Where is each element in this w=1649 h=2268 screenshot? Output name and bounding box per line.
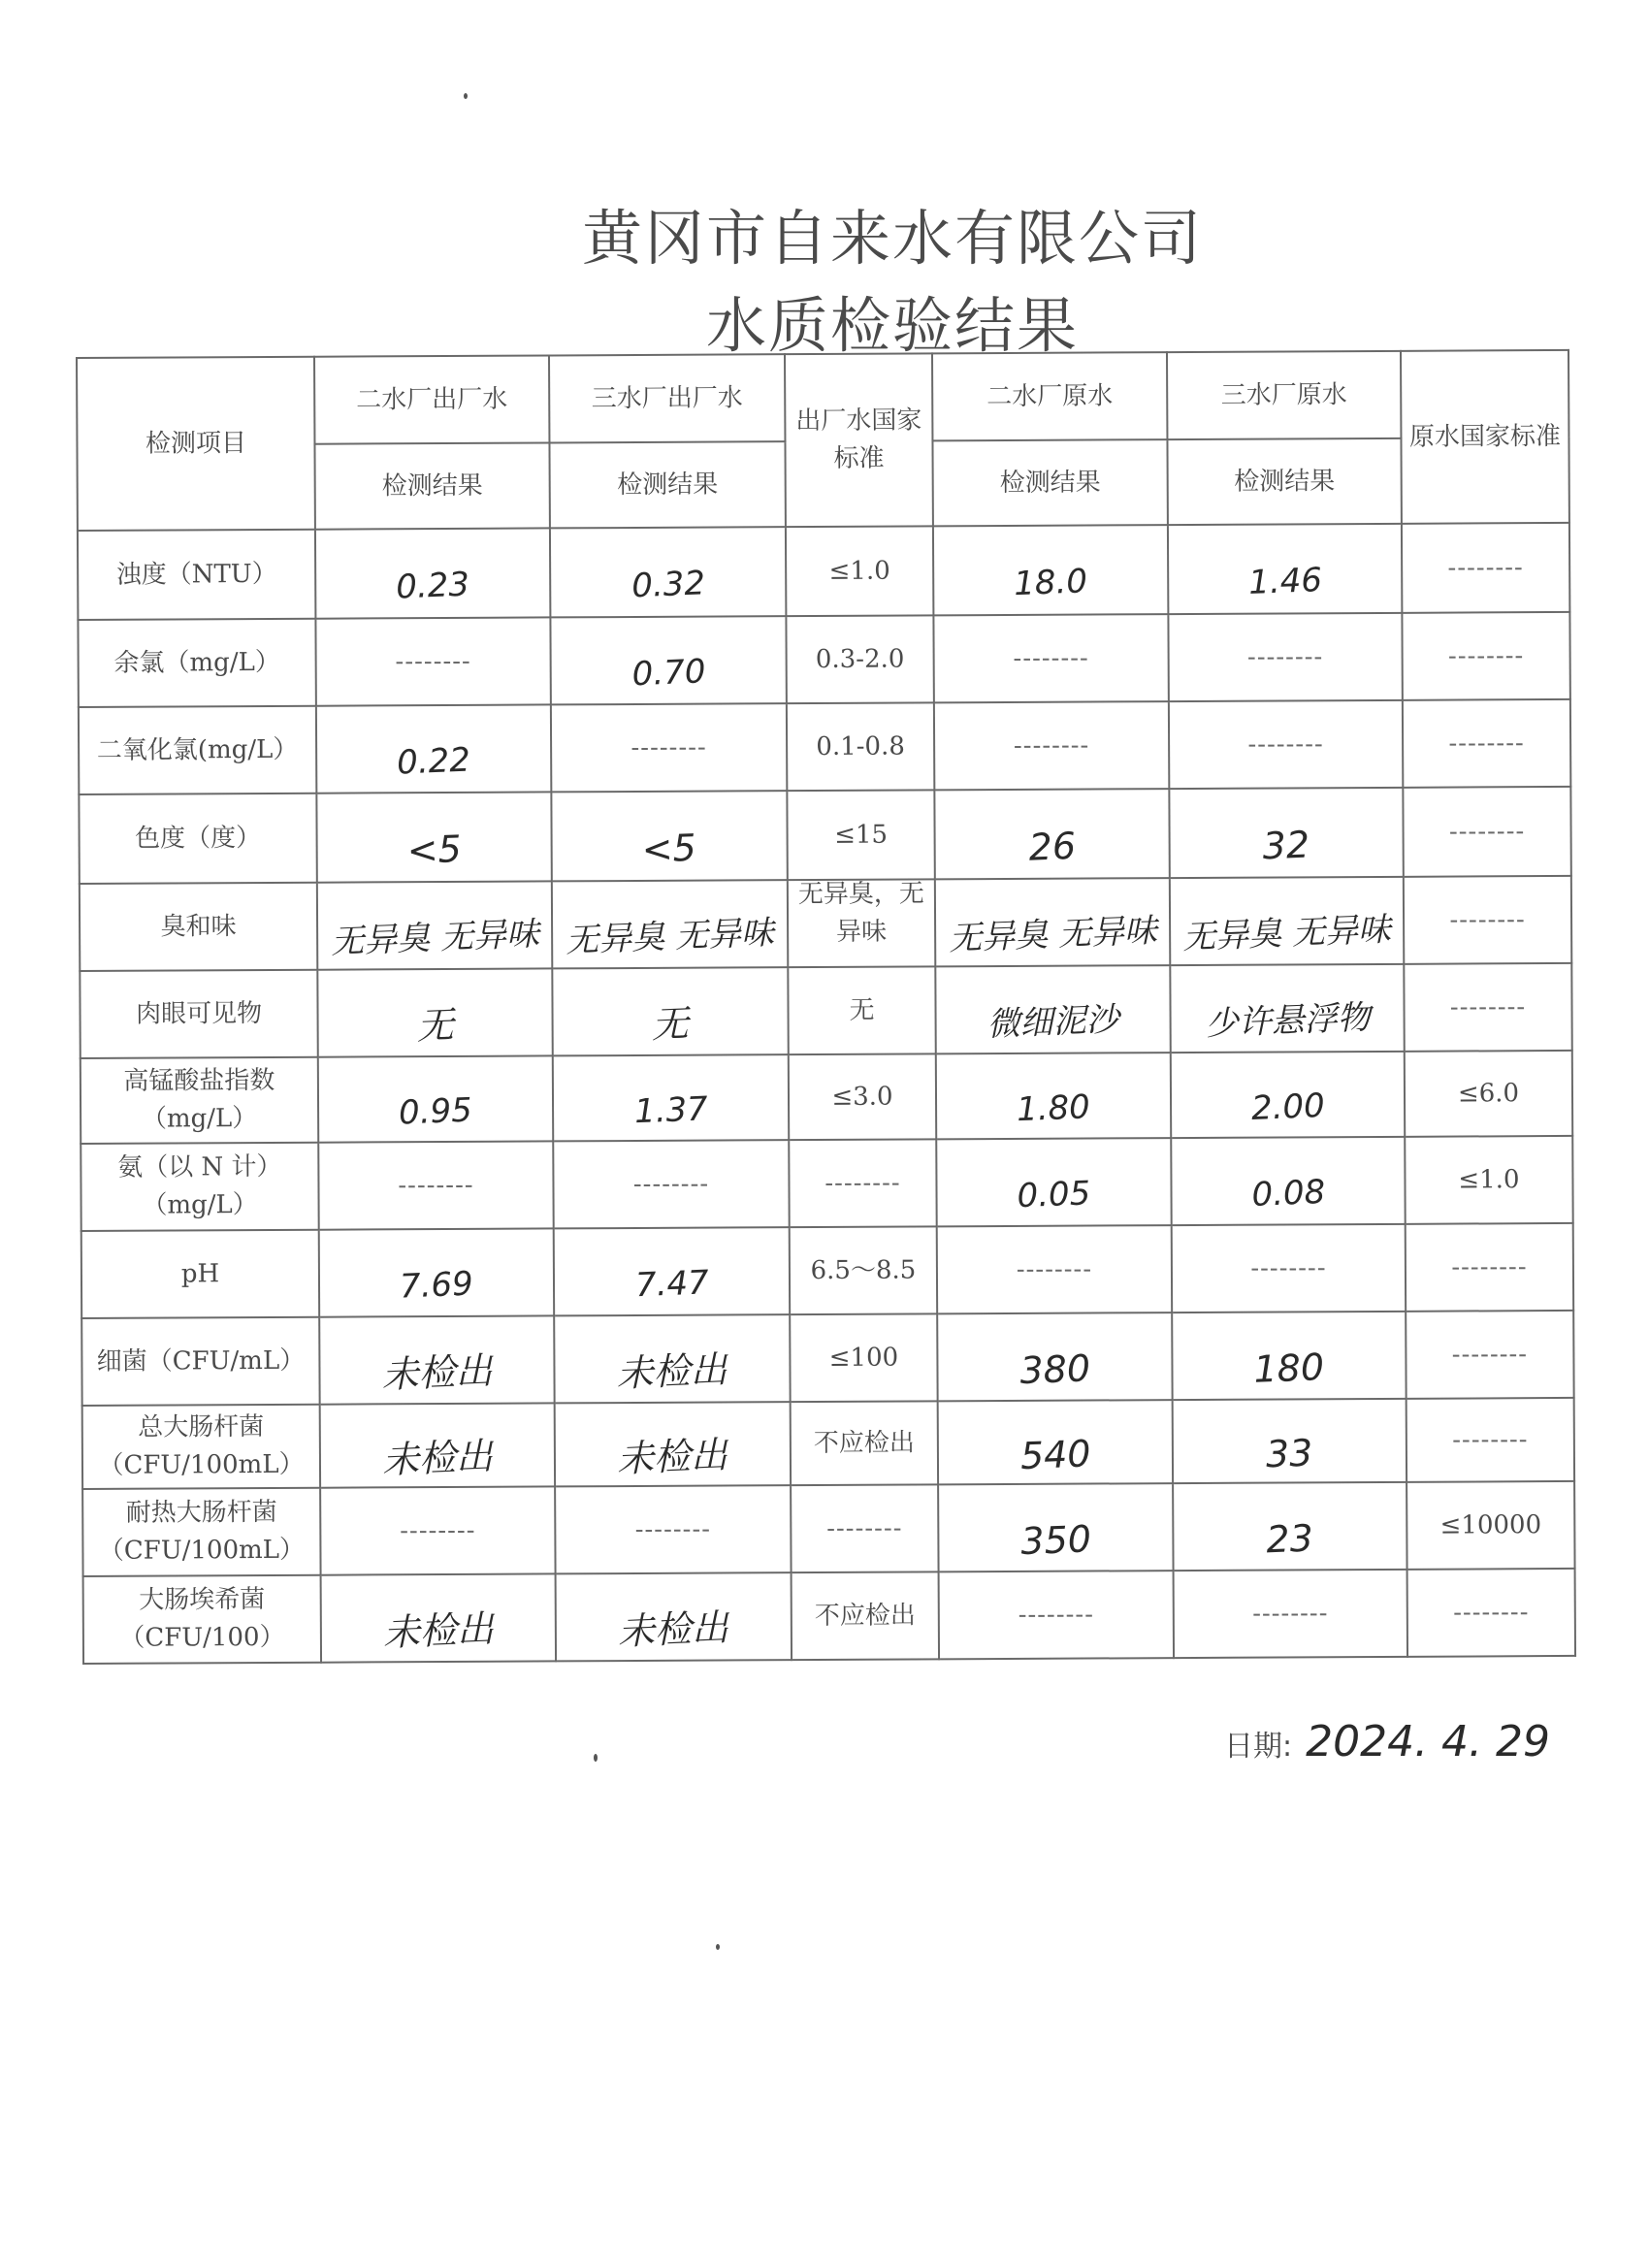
cell-p3raw	[1169, 700, 1403, 789]
standard-value: 0.3-2.0	[815, 644, 905, 674]
cell-p2raw	[937, 1225, 1172, 1313]
cell-item	[82, 1405, 320, 1489]
cell-p3raw	[1168, 524, 1402, 614]
cell-p3raw	[1173, 1399, 1406, 1483]
handwritten-value: 0.05	[1016, 1173, 1092, 1215]
company-title: 黄冈市自来水有限公司	[581, 203, 1203, 274]
table-row	[80, 963, 1571, 1058]
table-row	[79, 699, 1570, 794]
cell-p3raw	[1174, 1570, 1407, 1658]
handwritten-value: 0.23	[395, 565, 470, 607]
empty-dash: --------	[632, 1169, 710, 1199]
cell-item	[80, 883, 317, 971]
handwritten-value: 0.32	[630, 563, 706, 605]
handwritten-value: 7.69	[399, 1264, 474, 1307]
handwritten-value: 0.95	[398, 1090, 473, 1133]
scan-speck	[594, 1754, 598, 1762]
item-label: 浊度（NTU）	[115, 559, 277, 590]
cell-out-std	[791, 1484, 938, 1572]
cell-p3raw	[1171, 1137, 1405, 1225]
date-value: 2024. 4. 29	[1306, 1717, 1551, 1766]
standard-value: ≤1.0	[1458, 1164, 1520, 1195]
handwritten-value: 18.0	[1013, 561, 1088, 603]
handwritten-value: 无异臭 无异味	[565, 913, 775, 960]
cell-raw-std	[1402, 523, 1569, 613]
cell-p2raw	[934, 789, 1169, 879]
header-out-std: 出厂水国家标准	[785, 353, 933, 527]
cell-p3raw	[1168, 613, 1402, 701]
table-row	[82, 1398, 1574, 1489]
empty-dash: --------	[1250, 1252, 1327, 1283]
handwritten-value: 未检出	[617, 1605, 730, 1653]
empty-dash: --------	[824, 1168, 901, 1198]
cell-out-std	[787, 790, 934, 880]
cell-item	[81, 1143, 318, 1231]
handwritten-value: 未检出	[616, 1433, 729, 1480]
handwritten-value: 0.08	[1250, 1172, 1326, 1215]
date-line	[1224, 1717, 1550, 1766]
empty-dash: --------	[634, 1514, 712, 1544]
cell-item	[80, 970, 317, 1058]
cell-p3out	[550, 527, 786, 617]
empty-dash: --------	[400, 1515, 476, 1545]
handwritten-value: 1.37	[632, 1088, 709, 1131]
header-item: 检测项目	[77, 357, 315, 531]
cell-p2raw	[935, 878, 1170, 966]
empty-dash: --------	[1447, 640, 1525, 671]
cell-item	[83, 1575, 321, 1664]
handwritten-value: 1.80	[1016, 1086, 1091, 1129]
scan-speck	[716, 1944, 720, 1950]
standard-value: ≤15	[834, 820, 889, 850]
standard-value: 0.1-0.8	[816, 731, 905, 761]
cell-p2raw	[939, 1571, 1174, 1659]
header-plant3-raw: 三水厂原水	[1167, 351, 1401, 439]
empty-dash: --------	[1449, 991, 1527, 1022]
header-plant2-out: 二水厂出厂水	[314, 355, 549, 443]
standard-value: 无异臭，无异味	[797, 879, 924, 947]
cell-out-std	[789, 1139, 936, 1227]
cell-raw-std	[1406, 1481, 1574, 1570]
cell-p2out	[315, 528, 550, 618]
empty-dash: --------	[1013, 643, 1089, 673]
table-row	[80, 876, 1571, 971]
handwritten-value: 23	[1265, 1516, 1314, 1561]
cell-raw-std	[1403, 699, 1570, 788]
handwritten-value: 未检出	[382, 1606, 495, 1654]
handwritten-value: 180	[1252, 1345, 1326, 1391]
table-row	[78, 523, 1569, 620]
cell-p2raw	[933, 525, 1168, 615]
handwritten-value: 无异臭 无异味	[329, 914, 540, 961]
cell-p2out	[320, 1403, 555, 1487]
report-title: 水质检验结果	[705, 290, 1079, 361]
cell-p2out	[317, 881, 552, 969]
empty-dash: --------	[1016, 1254, 1093, 1284]
header-result: 检测结果	[314, 442, 549, 529]
scan-speck	[464, 93, 468, 99]
cell-raw-std	[1407, 1569, 1575, 1657]
cell-p3raw	[1169, 788, 1403, 878]
item-label: 细菌（CFU/mL）	[96, 1345, 306, 1377]
cell-p3out	[556, 1572, 792, 1661]
cell-out-std	[788, 966, 935, 1054]
empty-dash: --------	[1247, 729, 1324, 760]
table-row	[81, 1136, 1572, 1231]
cell-p2out	[318, 1141, 553, 1229]
cell-p2raw	[936, 1138, 1171, 1226]
cell-p3out	[554, 1314, 790, 1403]
cell-item	[79, 794, 316, 884]
item-label: 总大肠杆菌（CFU/100mL）	[98, 1411, 305, 1480]
item-label: 大肠埃希菌（CFU/100）	[119, 1584, 285, 1653]
cell-p2out	[315, 617, 550, 705]
cell-p3out	[552, 967, 788, 1055]
handwritten-value: 32	[1262, 823, 1311, 867]
table-row	[83, 1569, 1575, 1664]
empty-dash: --------	[1451, 1251, 1528, 1282]
cell-raw-std	[1405, 1136, 1572, 1224]
cell-p2out	[320, 1486, 555, 1574]
cell-p3raw	[1173, 1482, 1406, 1571]
header-raw-std: 原水国家标准	[1401, 350, 1569, 524]
handwritten-value: 未检出	[380, 1348, 494, 1396]
header-result: 检测结果	[549, 441, 785, 528]
handwritten-value: <5	[405, 826, 463, 872]
cell-out-std	[786, 526, 933, 616]
cell-p3out	[550, 616, 786, 704]
cell-p3out	[555, 1485, 791, 1573]
table-row	[81, 1051, 1572, 1144]
handwritten-value: 0.22	[396, 740, 471, 783]
standard-value: ≤3.0	[831, 1082, 893, 1112]
empty-dash: --------	[1252, 1598, 1329, 1629]
cell-item	[79, 706, 316, 794]
cell-p2raw	[935, 965, 1170, 1053]
cell-p2out	[319, 1228, 554, 1316]
empty-dash: --------	[1449, 904, 1526, 935]
standard-value: ≤10000	[1439, 1509, 1542, 1540]
item-label: 臭和味	[160, 911, 237, 942]
empty-dash: --------	[826, 1513, 903, 1543]
cell-p2out	[317, 968, 552, 1056]
item-label: 高锰酸盐指数（mg/L）	[123, 1065, 275, 1134]
handwritten-value: 无	[651, 1001, 690, 1047]
empty-dash: --------	[1013, 730, 1090, 761]
cell-raw-std	[1406, 1398, 1574, 1482]
empty-dash: --------	[1452, 1424, 1529, 1455]
handwritten-value: 无异臭 无异味	[1181, 909, 1392, 957]
cell-item	[81, 1230, 319, 1318]
cell-p3raw	[1171, 1052, 1405, 1138]
empty-dash: --------	[1448, 816, 1526, 847]
cell-out-std	[787, 702, 934, 791]
item-label: 余氯（mg/L）	[113, 647, 280, 678]
handwritten-value: 7.47	[633, 1262, 710, 1305]
cell-p2out	[321, 1573, 556, 1662]
cell-p3out	[553, 1140, 789, 1228]
handwritten-value: 26	[1027, 824, 1077, 869]
cell-p3raw	[1170, 877, 1404, 965]
cell-p2raw	[933, 614, 1168, 702]
cell-p2raw	[938, 1483, 1173, 1571]
handwritten-value: 1.46	[1247, 560, 1323, 602]
handwritten-value: 540	[1018, 1431, 1092, 1477]
cell-item	[78, 619, 315, 707]
item-label: 肉眼可见物	[135, 998, 263, 1029]
handwritten-value: 无异臭 无异味	[947, 910, 1158, 958]
empty-dash: --------	[398, 1170, 474, 1200]
cell-p3out	[554, 1227, 790, 1315]
cell-p3out	[552, 880, 788, 968]
standard-value: ≤100	[828, 1343, 899, 1373]
cell-p3out	[555, 1402, 791, 1486]
cell-raw-std	[1406, 1223, 1573, 1312]
empty-dash: --------	[1448, 728, 1525, 759]
empty-dash: --------	[1453, 1597, 1530, 1628]
table-row	[78, 612, 1569, 707]
cell-p3raw	[1170, 964, 1404, 1053]
cell-p2raw	[938, 1400, 1173, 1484]
empty-dash: --------	[395, 646, 471, 676]
empty-dash: --------	[1451, 1339, 1529, 1370]
item-label: 色度（度）	[135, 823, 262, 854]
handwritten-value: 350	[1019, 1516, 1092, 1563]
results-table	[76, 349, 1576, 1665]
empty-dash: --------	[1447, 552, 1524, 583]
header-result: 检测结果	[932, 439, 1167, 526]
cell-p2raw	[937, 1312, 1172, 1401]
cell-p3out	[551, 703, 787, 792]
handwritten-value: 微细泥沙	[986, 999, 1120, 1044]
table-row	[81, 1223, 1573, 1318]
handwritten-value: 无	[415, 1002, 455, 1048]
cell-raw-std	[1403, 787, 1570, 877]
cell-out-std	[788, 879, 935, 967]
cell-out-std	[789, 1053, 936, 1140]
cell-item	[81, 1317, 319, 1406]
cell-raw-std	[1405, 1051, 1572, 1137]
cell-p3out	[551, 791, 787, 881]
standard-value: 不应检出	[813, 1427, 915, 1458]
date-label: 日期:	[1224, 1730, 1293, 1764]
item-label: 耐热大肠杆菌（CFU/100mL）	[98, 1497, 306, 1566]
cell-out-std	[790, 1313, 937, 1402]
cell-p2raw	[934, 701, 1169, 790]
cell-raw-std	[1404, 876, 1571, 964]
results-body	[78, 523, 1575, 1664]
handwritten-value: 380	[1018, 1345, 1091, 1392]
cell-out-std	[786, 615, 933, 703]
standard-value: 6.5～8.5	[810, 1254, 917, 1285]
cell-out-std	[792, 1571, 939, 1660]
standard-value: 无	[849, 995, 875, 1025]
table-row	[82, 1481, 1574, 1576]
handwritten-value: 少许悬浮物	[1204, 997, 1371, 1044]
standard-value: 不应检出	[814, 1600, 916, 1631]
cell-p3raw	[1172, 1224, 1406, 1312]
table-row	[81, 1311, 1573, 1406]
cell-p3raw	[1172, 1312, 1406, 1400]
handwritten-value: 2.00	[1249, 1085, 1326, 1128]
handwritten-value: 0.70	[630, 651, 706, 694]
handwritten-value: 33	[1265, 1431, 1314, 1475]
cell-p2out	[316, 792, 551, 882]
cell-p2raw	[936, 1053, 1171, 1139]
cell-p3out	[553, 1054, 789, 1141]
cell-raw-std	[1404, 963, 1571, 1052]
item-label: 二氧化氯(mg/L）	[96, 734, 299, 765]
standard-value: ≤6.0	[1457, 1078, 1520, 1109]
cell-item	[81, 1057, 318, 1144]
cell-out-std	[791, 1401, 938, 1485]
empty-dash: --------	[630, 732, 707, 762]
standard-value: ≤1.0	[828, 556, 890, 586]
empty-dash: --------	[1246, 641, 1324, 672]
header-plant3-out: 三水厂出厂水	[549, 354, 785, 442]
cell-raw-std	[1402, 612, 1569, 700]
cell-p2out	[319, 1315, 554, 1404]
cell-p2out	[316, 704, 551, 793]
item-label: 氨（以 N 计）（mg/L）	[117, 1151, 282, 1220]
cell-out-std	[790, 1226, 937, 1314]
cell-p2out	[318, 1055, 553, 1142]
item-label: pH	[180, 1258, 220, 1288]
cell-item	[82, 1488, 320, 1576]
cell-item	[78, 530, 315, 620]
header-result: 检测结果	[1167, 438, 1401, 525]
handwritten-value: 未检出	[616, 1347, 728, 1395]
handwritten-value: 未检出	[381, 1434, 494, 1481]
table-row	[79, 787, 1570, 884]
handwritten-value: <5	[641, 826, 698, 871]
empty-dash: --------	[1018, 1600, 1095, 1630]
header-plant2-raw: 二水厂原水	[932, 352, 1167, 440]
cell-raw-std	[1406, 1311, 1573, 1399]
